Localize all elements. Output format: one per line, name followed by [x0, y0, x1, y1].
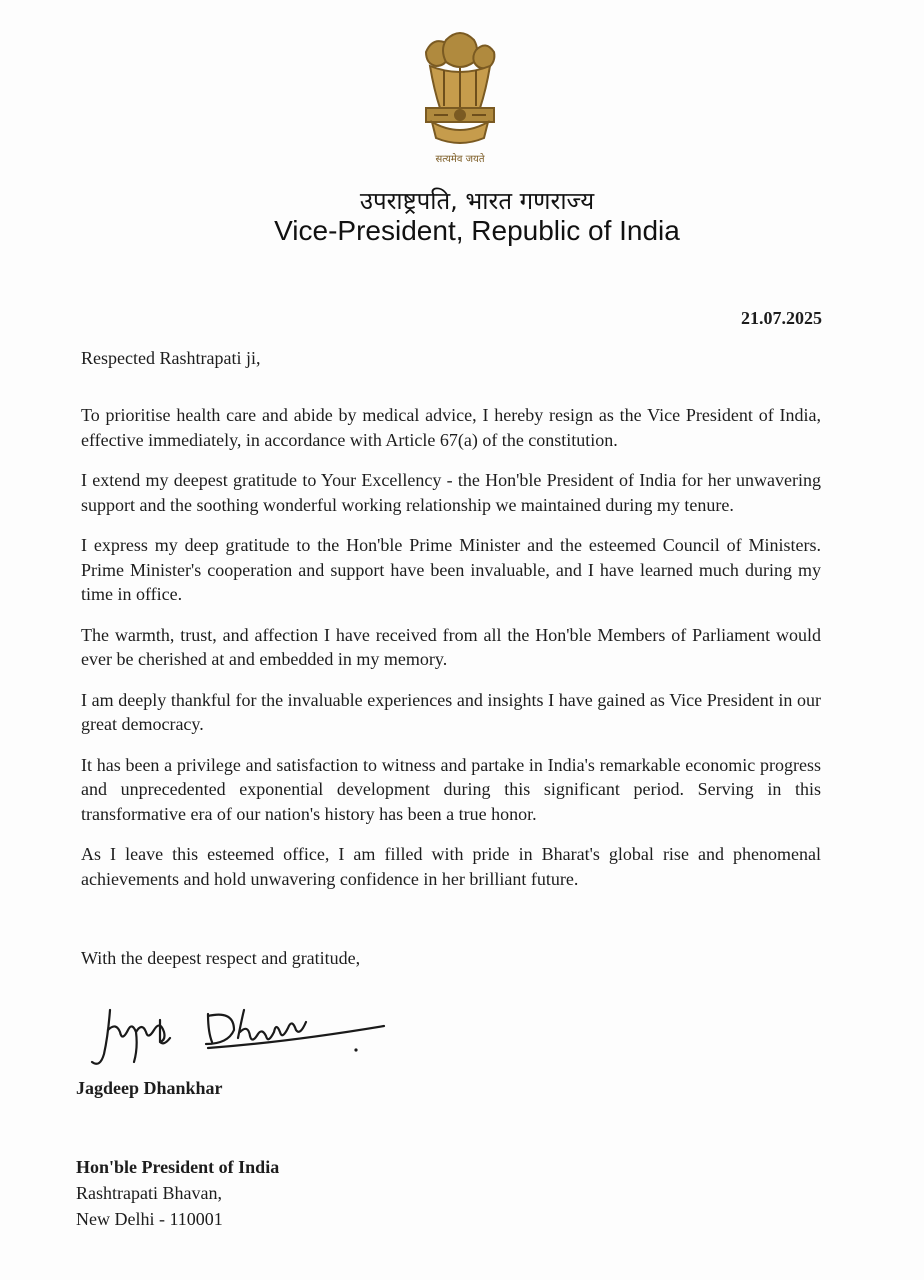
paragraph-privilege: It has been a privilege and satisfaction to witness and partake in India's remarkable economic progress and unprecedented exponential development during this significant period. Serving in this transformative era of our nation's history has been a true honor. [81, 754, 821, 824]
office-title-hindi: उपराष्ट्रपति, भारत गणराज्य [359, 187, 595, 215]
recipient-title: Hon'ble President of India [76, 1157, 280, 1177]
paragraph-farewell: As I leave this esteemed office, I am filled with pride in Bharat's global rise and phenomenal achievements and hold unwavering confidence in her brilliant future. [81, 844, 821, 889]
recipient-address-line-2: New Delhi - 110001 [76, 1209, 223, 1229]
handwritten-signature [88, 996, 388, 1076]
closing-line: With the deepest respect and gratitude, [81, 948, 361, 968]
letter-body [81, 403, 821, 907]
national-emblem-icon [408, 22, 512, 170]
office-title-english: Vice-President, Republic of India [274, 215, 680, 246]
paragraph-pm-gratitude: I express my deep gratitude to the Hon'ble Prime Minister and the esteemed Council of Ministers. Prime Minister's cooperation and support have been invaluable, and I have learned much during my time in office. [81, 535, 821, 604]
paragraph-president-gratitude: I extend my deepest gratitude to Your Excellency - the Hon'ble President of India for her unwavering support and the soothing wonderful working relationship we maintained during my tenure. [81, 470, 821, 515]
paragraph-resignation: To prioritise health care and abide by medical advice, I hereby resign as the Vice President of India, effective immediately, in accordance with Article 67(a) of the constitution. [81, 405, 821, 450]
recipient-address-line-1: Rashtrapati Bhavan, [76, 1183, 222, 1203]
recipient-address [76, 1154, 279, 1232]
salutation: Respected Rashtrapati ji, [81, 348, 261, 368]
emblem-motto: सत्यमेव जयते [435, 154, 485, 165]
paragraph-parliament: The warmth, trust, and affection I have received from all the Hon'ble Members of Parliament would ever be cherished at and embedded in my memory. [81, 624, 821, 669]
signer-name: Jagdeep Dhankhar [76, 1078, 223, 1098]
paragraph-experiences: I am deeply thankful for the invaluable experiences and insights I have gained as Vice President in our great democracy. [81, 689, 821, 734]
letter-date: 21.07.2025 [741, 308, 822, 328]
